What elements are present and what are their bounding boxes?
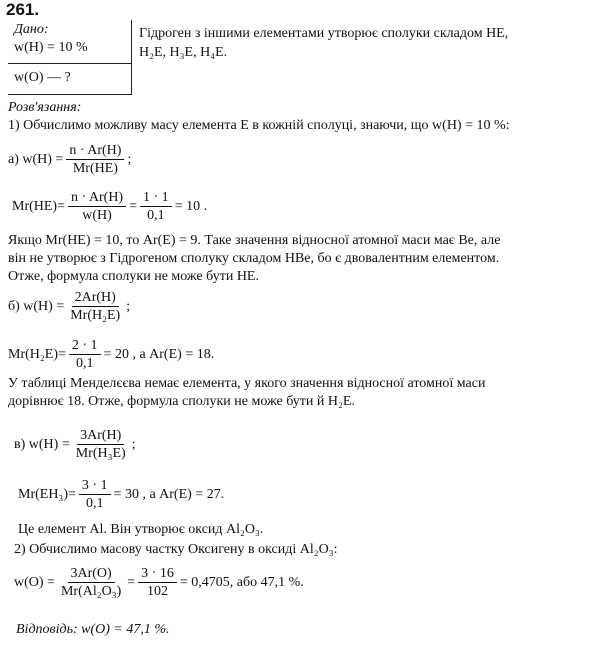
fraction-numerator: 2Ar(H) <box>72 290 119 307</box>
calc-b-lhs: Mr(H₂E)= <box>8 346 66 362</box>
calc-b-fraction <box>69 338 101 371</box>
given-divider <box>8 63 132 64</box>
find-value: w(O) — ? <box>14 70 71 85</box>
step-2-text: 2) Обчислимо масову частку Оксигену в оксиді Al₂O₃: <box>14 542 338 557</box>
text-a-line-3: Отже, формула сполуки не може бути HE. <box>8 269 259 284</box>
fraction-numerator: 3 · 16 <box>138 566 177 583</box>
fraction-numerator: 3Ar(H) <box>77 428 124 445</box>
formula-b-fraction <box>67 290 123 323</box>
text-a-line-2: він не утворює з Гідрогеном сполуку складом HBe, бо є двовалентним елементом. <box>8 251 500 266</box>
formula-b-label: б) w(H) = <box>8 298 65 314</box>
fraction-denominator: w(H) <box>82 208 112 223</box>
calc-a: Mr(HE)= $\frac{n \cdot Ar(H)}{w(H)}$ = $\frac{1 \cdot 1}{0,1}$ = 10 . <box>12 190 208 223</box>
statement-line-1: Гідроген з іншими елементами утворює сполуки складом HE, <box>139 26 509 41</box>
formula-oxygen-fraction-1 <box>58 566 124 599</box>
fraction-numerator: n · Ar(H) <box>66 143 124 160</box>
calc-c <box>18 478 224 511</box>
solution-heading: Розв'язання: <box>8 100 82 115</box>
fraction-denominator: Mr(H₂E) <box>70 308 121 323</box>
fraction-numerator: 1 · 1 <box>140 190 172 207</box>
formula-a: а) w(H) = $\frac{n \cdot Ar(H)}{Mr(HE)}$ ; <box>8 143 132 176</box>
given-heading: Дано: <box>14 22 49 37</box>
formula-oxygen-result: = 0,4705, або 47,1 %. <box>179 574 304 590</box>
calc-b <box>8 338 214 371</box>
fraction-denominator: 0,1 <box>147 208 165 223</box>
fraction-numerator: 3Ar(O) <box>68 566 115 583</box>
given-condition: w(H) = 10 % <box>14 40 88 55</box>
fraction-denominator: 102 <box>147 584 168 599</box>
text-b-line-1: У таблиці Менделєєва немає елемента, у якого значення відносної атомної маси <box>8 376 486 391</box>
calc-a-lhs: Mr(HE)= <box>12 198 65 214</box>
find-divider <box>8 94 132 95</box>
formula-oxygen-fraction-2 <box>138 566 177 599</box>
fraction-numerator: 3 · 1 <box>79 478 111 495</box>
formula-c: в) w(H) = $\frac{3Ar(H)}{\text{Mr(H₃E)}}$ ; <box>14 428 136 461</box>
statement-line-2: H₂E, H₃E, H₄E. <box>139 45 228 60</box>
calc-a-fraction-2 <box>140 190 172 223</box>
formula-a-label: а) w(H) = <box>8 151 64 167</box>
step-1-text: 1) Обчислимо можливу масу елемента E в кожній сполуці, знаючи, що w(H) = 10 %: <box>8 118 510 133</box>
formula-c-fraction <box>73 428 129 461</box>
problem-number: 261. <box>6 0 40 19</box>
formula-oxygen: w(O) = $\frac{3Ar(O)}{\text{Mr(Al₂O₃)}}$ = $\frac{3 \cdot 16}{102}$ = 0,4705, або 47,1 %. <box>14 566 304 599</box>
text-b-line-2: дорівнює 18. Отже, формула сполуки не може бути й H₂E. <box>8 394 355 409</box>
fraction-denominator: Mr(HE) <box>72 161 118 176</box>
calc-a-fraction-1 <box>68 190 126 223</box>
fraction-denominator: Mr(Al₂O₃) <box>60 584 122 599</box>
calc-c-lhs: Mr(EH₃)= <box>18 486 76 502</box>
formula-b: б) w(H) = $\frac{2Ar(H)}{\text{Mr(H₂E)}}$ ; <box>8 290 131 323</box>
given-vertical-line <box>131 20 132 94</box>
calc-a-result: = 10 . <box>174 198 208 214</box>
fraction-denominator: Mr(H₃E) <box>75 446 126 461</box>
calc-b-result: = 20 , а Ar(E) = 18. <box>103 346 215 362</box>
text-c: Це елемент Al. Він утворює оксид Al₂O₃. <box>18 522 264 537</box>
calc-c-result: = 30 , а Ar(E) = 27. <box>113 486 225 502</box>
answer: Відповідь: w(O) = 47,1 %. <box>16 622 170 637</box>
fraction-denominator: 0,1 <box>85 496 104 511</box>
text-a-line-1: Якщо Mr(HE) = 10, то Ar(E) = 9. Таке значення відносної атомної маси має Be, але <box>8 233 501 248</box>
fraction-denominator: 0,1 <box>75 356 94 371</box>
formula-oxygen-label: w(O) = <box>14 574 55 590</box>
fraction-numerator: 2 · 1 <box>69 338 101 355</box>
formula-c-label: в) w(H) = <box>14 436 70 452</box>
fraction-numerator: n · Ar(H) <box>68 190 126 207</box>
calc-c-fraction <box>79 478 111 511</box>
formula-a-fraction <box>66 143 124 176</box>
